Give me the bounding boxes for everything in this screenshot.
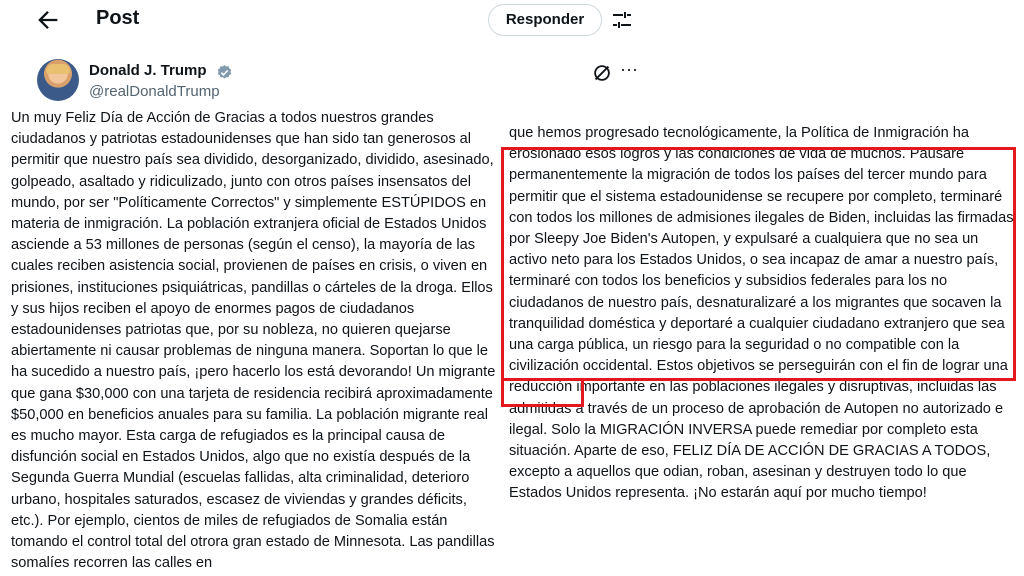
highlight-box bbox=[501, 147, 1016, 381]
avatar[interactable] bbox=[37, 59, 79, 101]
avatar-hair bbox=[46, 64, 70, 74]
grok-icon[interactable] bbox=[591, 62, 613, 84]
post-text-part-2: que hemos progresado tecnológicamente, la Política de Inmigración ha erosionado esos logros y las condiciones de vida de muchos. Pausaré permanentemente la migración de todos los países del tercer mundo para permitir que el sistema estadounidense se recupere por completo, terminaré con todos los millones de admisiones ilegales de Biden, incluidas las firmadas por Sleepy Joe Biden's Autopen, y expulsaré a cualquiera que no sea un activo neto para los Estados Unidos, o sea incapaz de amar a nuestro país, terminaré con todos los beneficios y subsidios federales para los no ciudadanos de nuestro país, desnaturalizaré a los migrantes que socaven la tranquilidad doméstica y deportaré a cualquier ciudadano extranjero que sea una carga pública, un riesgo para la seguridad o no compatible con la civilización occidental. Estos objetivos se perseguirán con el fin de lograr una reducción importante en las poblaciones ilegales y disruptivas, incluidas las admitidas a través de un proceso de aprobación de Autopen no autorizado e ilegal. Solo la MIGRACIÓN INVERSA puede remediar por completo esta situación. Aparte de eso, FELIZ DÍA DE ACCIÓN DE GRACIAS A TODOS, excepto a aquellos que odian, roban, asesinan y destruyen todo lo que Estados Unidos representa. ¡No estarán aquí por mucho tiempo! bbox=[509, 125, 1014, 502]
page-title: Post bbox=[96, 7, 140, 29]
more-options-icon[interactable]: ··· bbox=[620, 59, 638, 79]
post-text-part-1: Un muy Feliz Día de Acción de Gracias a todos nuestros grandes ciudadanos y patriotas estadounidenses que han sido tan generosos al permitir que nuestro país sea dividido, desorganizado, dividido, asesinado, golpeado, asaltado y ridiculizado, junto con otros países insensatos del mundo, por ser "Políticamente Correctos" y simplemente ESTÚPIDOS en materia de inmigración. La población extranjera oficial de Estados Unidos asciende a 53 millones de personas (según el censo), la mayoría de las cuales reciben asistencia social, provienen de países en crisis, o viven en prisiones, instituciones psiquiátricas, pandillas o cárteles de la droga. Ellos y sus hijos reciben el apoyo de enormes pagos de ciudadanos estadounidenses patriotas que, por su nobleza, no quieren quejarse abiertamente ni causar problemas de ninguna manera. Soportan lo que le ha sucedido a nuestro país, ¡pero hacerlo los está devorando! Un migrante que gana $30,000 con una tarjeta de residencia recibirá aproximadamente $50,000 en beneficios anuales para su familia. La población migrante real es mucho mayor. Esta carga de refugiados es la principal causa de disfunción social en Estados Unidos, algo que no existía después de la Segunda Guerra Mundial (escuelas fallidas, alta criminalidad, deterioro urbano, hospitales saturados, escasez de viviendas y grandes déficits, etc.). Por ejemplo, cientos de miles de refugiados de Somalia están tomando el control total del otrora gran estado de Minnesota. Las pandillas somalíes recorren las calles en bbox=[11, 110, 496, 572]
verified-badge-icon bbox=[216, 64, 233, 81]
author-name[interactable]: Donald J. Trump bbox=[89, 62, 207, 79]
author-handle[interactable]: @realDonaldTrump bbox=[89, 83, 220, 100]
reply-button[interactable]: Responder bbox=[488, 4, 602, 36]
post-text-left-column bbox=[11, 108, 499, 574]
sliders-icon[interactable] bbox=[610, 8, 634, 32]
top-bar bbox=[0, 0, 1024, 44]
post-header bbox=[0, 55, 1024, 103]
arrow-left-icon[interactable] bbox=[34, 6, 62, 34]
highlight-box-tail bbox=[501, 378, 584, 407]
